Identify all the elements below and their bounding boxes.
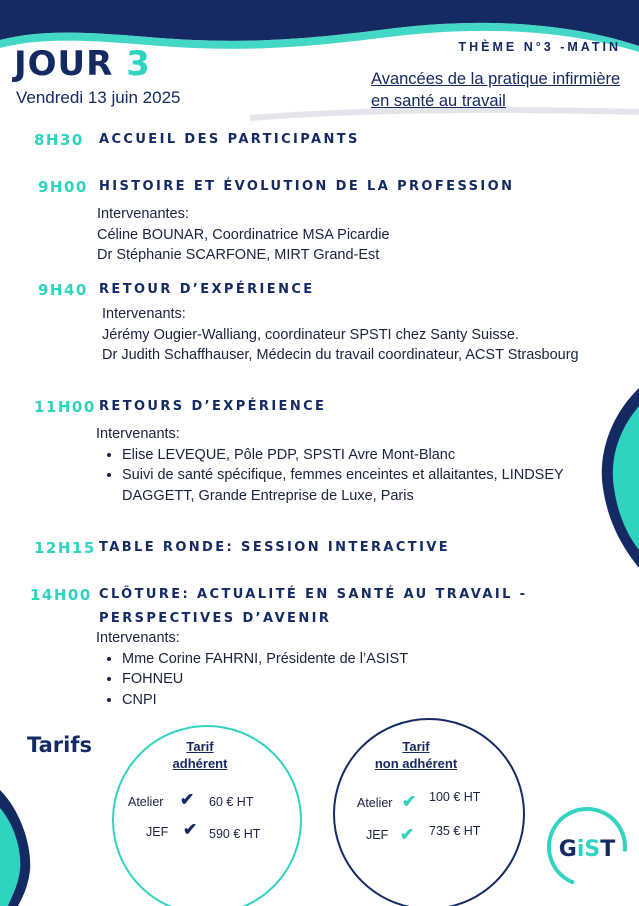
decorative-arc-left (0, 790, 34, 906)
session-speakers (96, 628, 596, 710)
session-time: 14H00 (30, 586, 92, 604)
tarifs-title: Tarifs (27, 733, 92, 757)
speaker-line: Jérémy Ougier-Walliang, coordinateur SPSTI chez Santy Suisse. (102, 326, 519, 343)
session-speakers (97, 204, 597, 266)
speaker-list (122, 445, 596, 507)
speaker-line: Dr Judith Schaffhauser, Médecin du travail coordinateur, ACST Strasbourg (102, 347, 579, 363)
session-time: 9H00 (38, 178, 88, 196)
speakers-label: Intervenantes: (97, 206, 189, 222)
theme-title-link[interactable]: Avancées de la pratique infirmière en santé au travail (371, 70, 621, 110)
list-item: • Suivi de santé spécifique, femmes enceintes et allaitantes, LINDSEY DAGGETT, Grande Entreprise de Luxe, Paris (122, 465, 596, 506)
list-item: • Elise LEVEQUE, Pôle PDP, SPSTI Avre Mont-Blanc (122, 445, 596, 466)
list-item: • FOHNEU (122, 669, 596, 690)
price-value: 60 € HT (209, 795, 254, 809)
theme-label: THÈME N°3 -MATIN (458, 40, 621, 54)
session-speakers (102, 304, 602, 366)
price-value: 590 € HT (209, 827, 261, 841)
session-title-line: CLÔTURE: ACTUALITÉ EN SANTÉ AU TRAVAIL - (99, 587, 528, 602)
check-icon: ✔ (183, 820, 198, 839)
day-title (14, 44, 151, 84)
check-icon: ✔ (400, 825, 415, 844)
list-item: • Mme Corine FAHRNI, Présidente de l’ASIST (122, 649, 596, 670)
speakers-label: Intervenants: (96, 630, 180, 646)
price-value: 735 € HT (429, 824, 481, 838)
day-number: 3 (126, 44, 151, 84)
price-label: JEF (366, 828, 389, 842)
session-time: 11H00 (34, 398, 96, 416)
session-time: 12H15 (34, 539, 96, 557)
price-label: JEF (146, 825, 169, 839)
tarif-head-line: adhérent (172, 756, 228, 771)
session-title: RETOURS D’EXPÉRIENCE (99, 399, 327, 414)
gist-logo (546, 806, 628, 888)
session-title: RETOUR D’EXPÉRIENCE (99, 282, 315, 297)
tarif-adherent-heading (150, 738, 250, 772)
session-title: TABLE RONDE: SESSION INTERACTIVE (99, 540, 451, 555)
day-date: Vendredi 13 juin 2025 (16, 88, 181, 107)
speakers-label: Intervenants: (96, 426, 180, 442)
check-icon: ✔ (180, 790, 195, 809)
tarif-head-line: Tarif (186, 739, 214, 754)
session-title-line: PERSPECTIVES D’AVENIR (99, 611, 332, 626)
decorative-arc-right (598, 388, 639, 568)
price-label: Atelier (357, 796, 393, 810)
speaker-list (122, 649, 596, 711)
tarif-head-line: non adhérent (374, 756, 458, 771)
check-icon: ✔ (402, 792, 417, 811)
speakers-label: Intervenants: (102, 306, 186, 322)
tarif-non-adherent-heading (360, 738, 472, 772)
svg-text:GiST: GiST (558, 837, 616, 862)
price-value: 100 € HT (429, 790, 481, 804)
session-time: 9H40 (38, 281, 88, 299)
speaker-line: Dr Stéphanie SCARFONE, MIRT Grand-Est (97, 247, 380, 263)
day-word: JOUR (14, 44, 114, 84)
price-label: Atelier (128, 795, 164, 809)
session-speakers (96, 424, 596, 506)
list-item: • CNPI (122, 690, 596, 711)
session-title: HISTOIRE ET ÉVOLUTION DE LA PROFESSION (99, 179, 515, 194)
session-title: ACCUEIL DES PARTICIPANTS (99, 132, 360, 147)
session-time: 8H30 (34, 131, 84, 149)
tarif-head-line: Tarif (402, 739, 430, 754)
speaker-line: Céline BOUNAR, Coordinatrice MSA Picardie (97, 226, 390, 243)
